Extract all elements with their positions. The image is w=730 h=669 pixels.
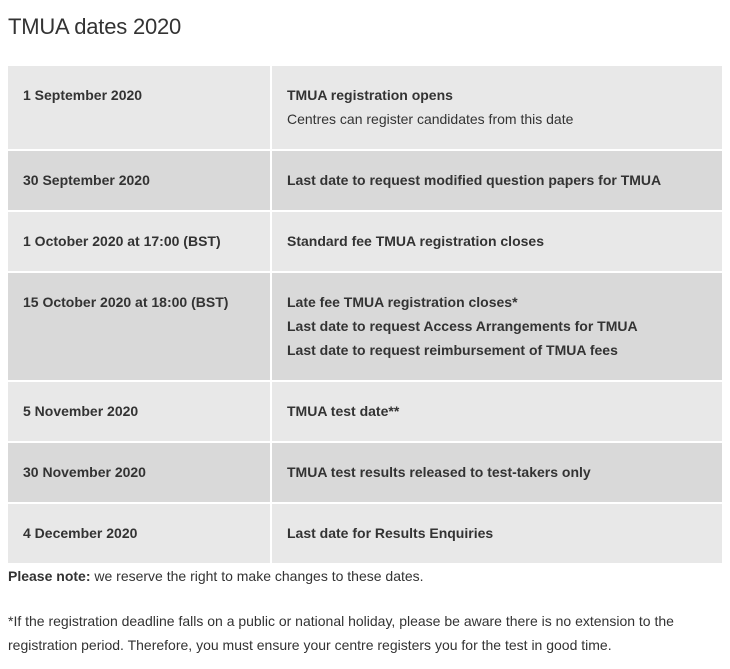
table-row	[8, 272, 722, 381]
footnote: *If the registration deadline falls on a public or national holiday, please be aware there is no extension to the registration period. Therefore, you must ensure your centre registers you for the test in good time.	[8, 613, 674, 653]
event-cell	[271, 381, 722, 442]
please-note	[8, 565, 722, 587]
table-row	[8, 211, 722, 272]
event-cell	[271, 442, 722, 503]
event-text: TMUA test results released to test-takers only	[287, 464, 591, 480]
event-text: TMUA test date**	[287, 403, 400, 419]
event-text: Last date to request reimbursement of TMUA fees	[287, 342, 618, 358]
date-cell: 1 September 2020	[8, 66, 271, 150]
event-cell	[271, 503, 722, 564]
page-title: TMUA dates 2020	[8, 14, 182, 39]
table-row	[8, 66, 722, 150]
dates-table	[8, 66, 722, 565]
date-cell: 15 October 2020 at 18:00 (BST)	[8, 272, 271, 381]
date-cell: 30 November 2020	[8, 442, 271, 503]
event-text: Standard fee TMUA registration closes	[287, 233, 544, 249]
note-text: we reserve the right to make changes to these dates.	[90, 568, 424, 584]
table-row	[8, 150, 722, 211]
event-text: Last date to request modified question papers for TMUA	[287, 172, 662, 188]
date-cell: 5 November 2020	[8, 381, 271, 442]
event-text: Last date for Results Enquiries	[287, 525, 494, 541]
event-cell	[271, 66, 722, 150]
event-cell	[271, 150, 722, 211]
event-cell	[271, 211, 722, 272]
event-text: Last date to request Access Arrangements for TMUA	[287, 318, 638, 334]
table-row	[8, 503, 722, 564]
date-cell: 4 December 2020	[8, 503, 271, 564]
event-text: Late fee TMUA registration closes*	[287, 294, 518, 310]
event-cell	[271, 272, 722, 381]
table-row	[8, 381, 722, 442]
date-cell: 1 October 2020 at 17:00 (BST)	[8, 211, 271, 272]
note-label: Please note:	[8, 568, 91, 584]
table-row	[8, 442, 722, 503]
event-subtext: Centres can register candidates from this date	[287, 111, 574, 127]
event-text: TMUA registration opens	[287, 87, 453, 103]
date-cell: 30 September 2020	[8, 150, 271, 211]
